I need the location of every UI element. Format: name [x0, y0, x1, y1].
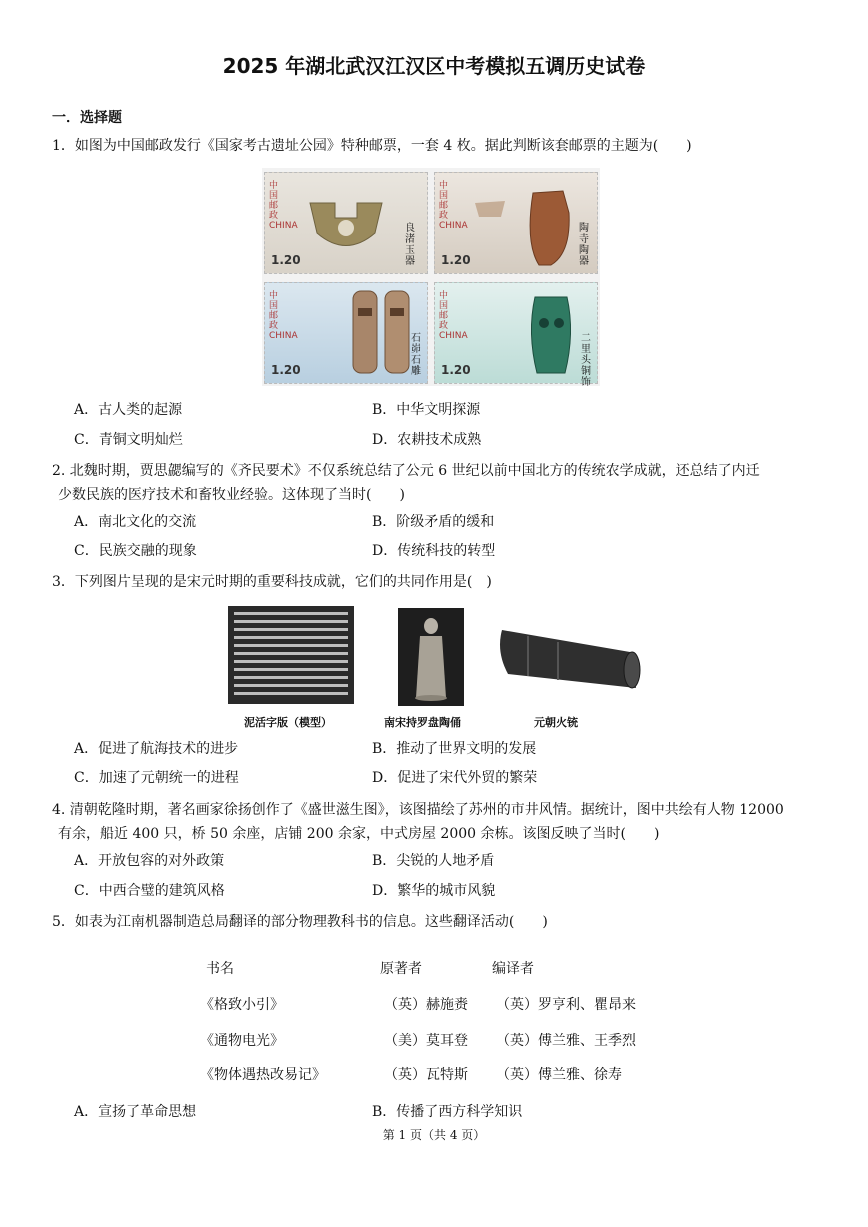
- question-3-text: 3．下列图片呈现的是宋元时期的重要科技成就，它们的共同作用是( ): [52, 574, 492, 590]
- q4-option-a[interactable]: A．开放包容的对外政策: [74, 853, 225, 869]
- stamp-name: 石峁石雕: [411, 333, 421, 377]
- cell-book-title: 《物体遇热改易记》: [200, 1067, 326, 1083]
- stamp-country-label: 中国邮政 CHINA: [439, 181, 468, 231]
- stamp-price: 1.20: [441, 253, 471, 267]
- stamp-name: 二里头铜饰: [581, 333, 591, 388]
- q3-option-b[interactable]: B．推动了世界文明的发展: [372, 741, 537, 757]
- question-1: [52, 134, 822, 158]
- cell-translator: （英）罗亨利、瞿昂来: [496, 997, 636, 1013]
- stamp-country-label: 中国邮政 CHINA: [439, 291, 468, 341]
- q3-option-a[interactable]: A．促进了航海技术的进步: [74, 741, 239, 757]
- caption-fire-lance: 元朝火铳: [534, 716, 578, 729]
- cell-author: （英）赫施赉: [384, 997, 468, 1013]
- question-2-line-2: 少数民族的医疗技术和畜牧业经验。这体现了当时( ): [58, 487, 405, 503]
- stamp-taosi: [434, 172, 598, 274]
- question-4-line-2: 有余，船近 400 只，桥 50 余座，店铺 200 余家，中式房屋 2000 余栋。该图反映了当时( ): [58, 826, 660, 842]
- stamp-name: 良渚玉器: [405, 223, 415, 267]
- section-heading: 一．选择题: [52, 110, 122, 126]
- q5-option-b[interactable]: B．传播了西方科学知识: [372, 1104, 523, 1120]
- cell-translator: （英）傅兰雅、徐寿: [496, 1067, 622, 1083]
- question-4-line-1: 4. 清朝乾隆时期，著名画家徐扬创作了《盛世滋生图》，该图描绘了苏州的市井风情。据统计，图中共绘有人物 12000: [52, 802, 784, 818]
- q3-option-c[interactable]: C．加速了元朝统一的进程: [74, 770, 239, 786]
- stamp-country-label: 中国邮政 CHINA: [269, 181, 298, 231]
- page-title: 2025 年湖北武汉江汉区中考模拟五调历史试卷: [222, 54, 646, 78]
- q1-option-a[interactable]: A．古人类的起源: [74, 402, 183, 418]
- q5-option-a[interactable]: A．宣扬了革命思想: [74, 1104, 197, 1120]
- q2-option-d[interactable]: D．传统科技的转型: [372, 543, 496, 559]
- question-3: [52, 570, 822, 594]
- stamp-price: 1.20: [441, 363, 471, 377]
- q2-option-b[interactable]: B．阶级矛盾的缓和: [372, 514, 495, 530]
- question-5-text: 5．如表为江南机器制造总局翻译的部分物理教科书的信息。这些翻译活动( ): [52, 914, 548, 930]
- header-book-title: 书名: [206, 961, 234, 977]
- cell-book-title: 《通物电光》: [200, 1033, 284, 1049]
- question-5: [52, 910, 822, 934]
- cell-book-title: 《格致小引》: [200, 997, 284, 1013]
- stamp-liangzhu: [264, 172, 428, 274]
- cell-author: （美）莫耳登: [384, 1033, 468, 1049]
- header-translator: 编译者: [492, 961, 534, 977]
- q2-option-c[interactable]: C．民族交融的现象: [74, 543, 197, 559]
- q1-option-d[interactable]: D．农耕技术成熟: [372, 432, 482, 448]
- q1-option-c[interactable]: C．青铜文明灿烂: [74, 432, 183, 448]
- q3-photos: [228, 604, 648, 728]
- cell-author: （英）瓦特斯: [384, 1067, 468, 1083]
- movable-type-image: [228, 606, 354, 704]
- stamp-sheet-image: [262, 168, 600, 386]
- yuan-fire-lance-image: [500, 630, 640, 688]
- q2-option-a[interactable]: A．南北文化的交流: [74, 514, 197, 530]
- stamp-shimao: [264, 282, 428, 384]
- q3-option-d[interactable]: D．促进了宋代外贸的繁荣: [372, 770, 538, 786]
- caption-compass-figurine: 南宋持罗盘陶俑: [384, 716, 461, 729]
- cell-translator: （英）傅兰雅、王季烈: [496, 1033, 636, 1049]
- q4-option-c[interactable]: C．中西合璧的建筑风格: [74, 883, 225, 899]
- compass-figurine-image: [398, 608, 464, 706]
- stamp-name: 陶寺陶器: [579, 223, 589, 267]
- stamp-price: 1.20: [271, 253, 301, 267]
- q1-option-b[interactable]: B．中华文明探源: [372, 402, 481, 418]
- question-2-line-1: 2. 北魏时期，贾思勰编写的《齐民要术》不仅系统总结了公元 6 世纪以前中国北方的传统农学成就，还总结了内迁: [52, 463, 760, 479]
- q4-option-d[interactable]: D．繁华的城市风貌: [372, 883, 496, 899]
- question-1-text: 1．如图为中国邮政发行《国家考古遗址公园》特种邮票，一套 4 枚。据此判断该套邮票的主题为( ): [52, 138, 692, 154]
- question-2: [52, 459, 822, 507]
- caption-movable-type: 泥活字版（模型）: [244, 716, 332, 729]
- header-author: 原著者: [380, 961, 422, 977]
- q3-images: [228, 604, 648, 728]
- stamp-erlitou: [434, 282, 598, 388]
- page-footer: 第 1 页（共 4 页）: [382, 1128, 486, 1142]
- question-4: [52, 798, 822, 846]
- q4-option-b[interactable]: B．尖锐的人地矛盾: [372, 853, 495, 869]
- stamp-country-label: 中国邮政 CHINA: [269, 291, 298, 341]
- stamp-price: 1.20: [271, 363, 301, 377]
